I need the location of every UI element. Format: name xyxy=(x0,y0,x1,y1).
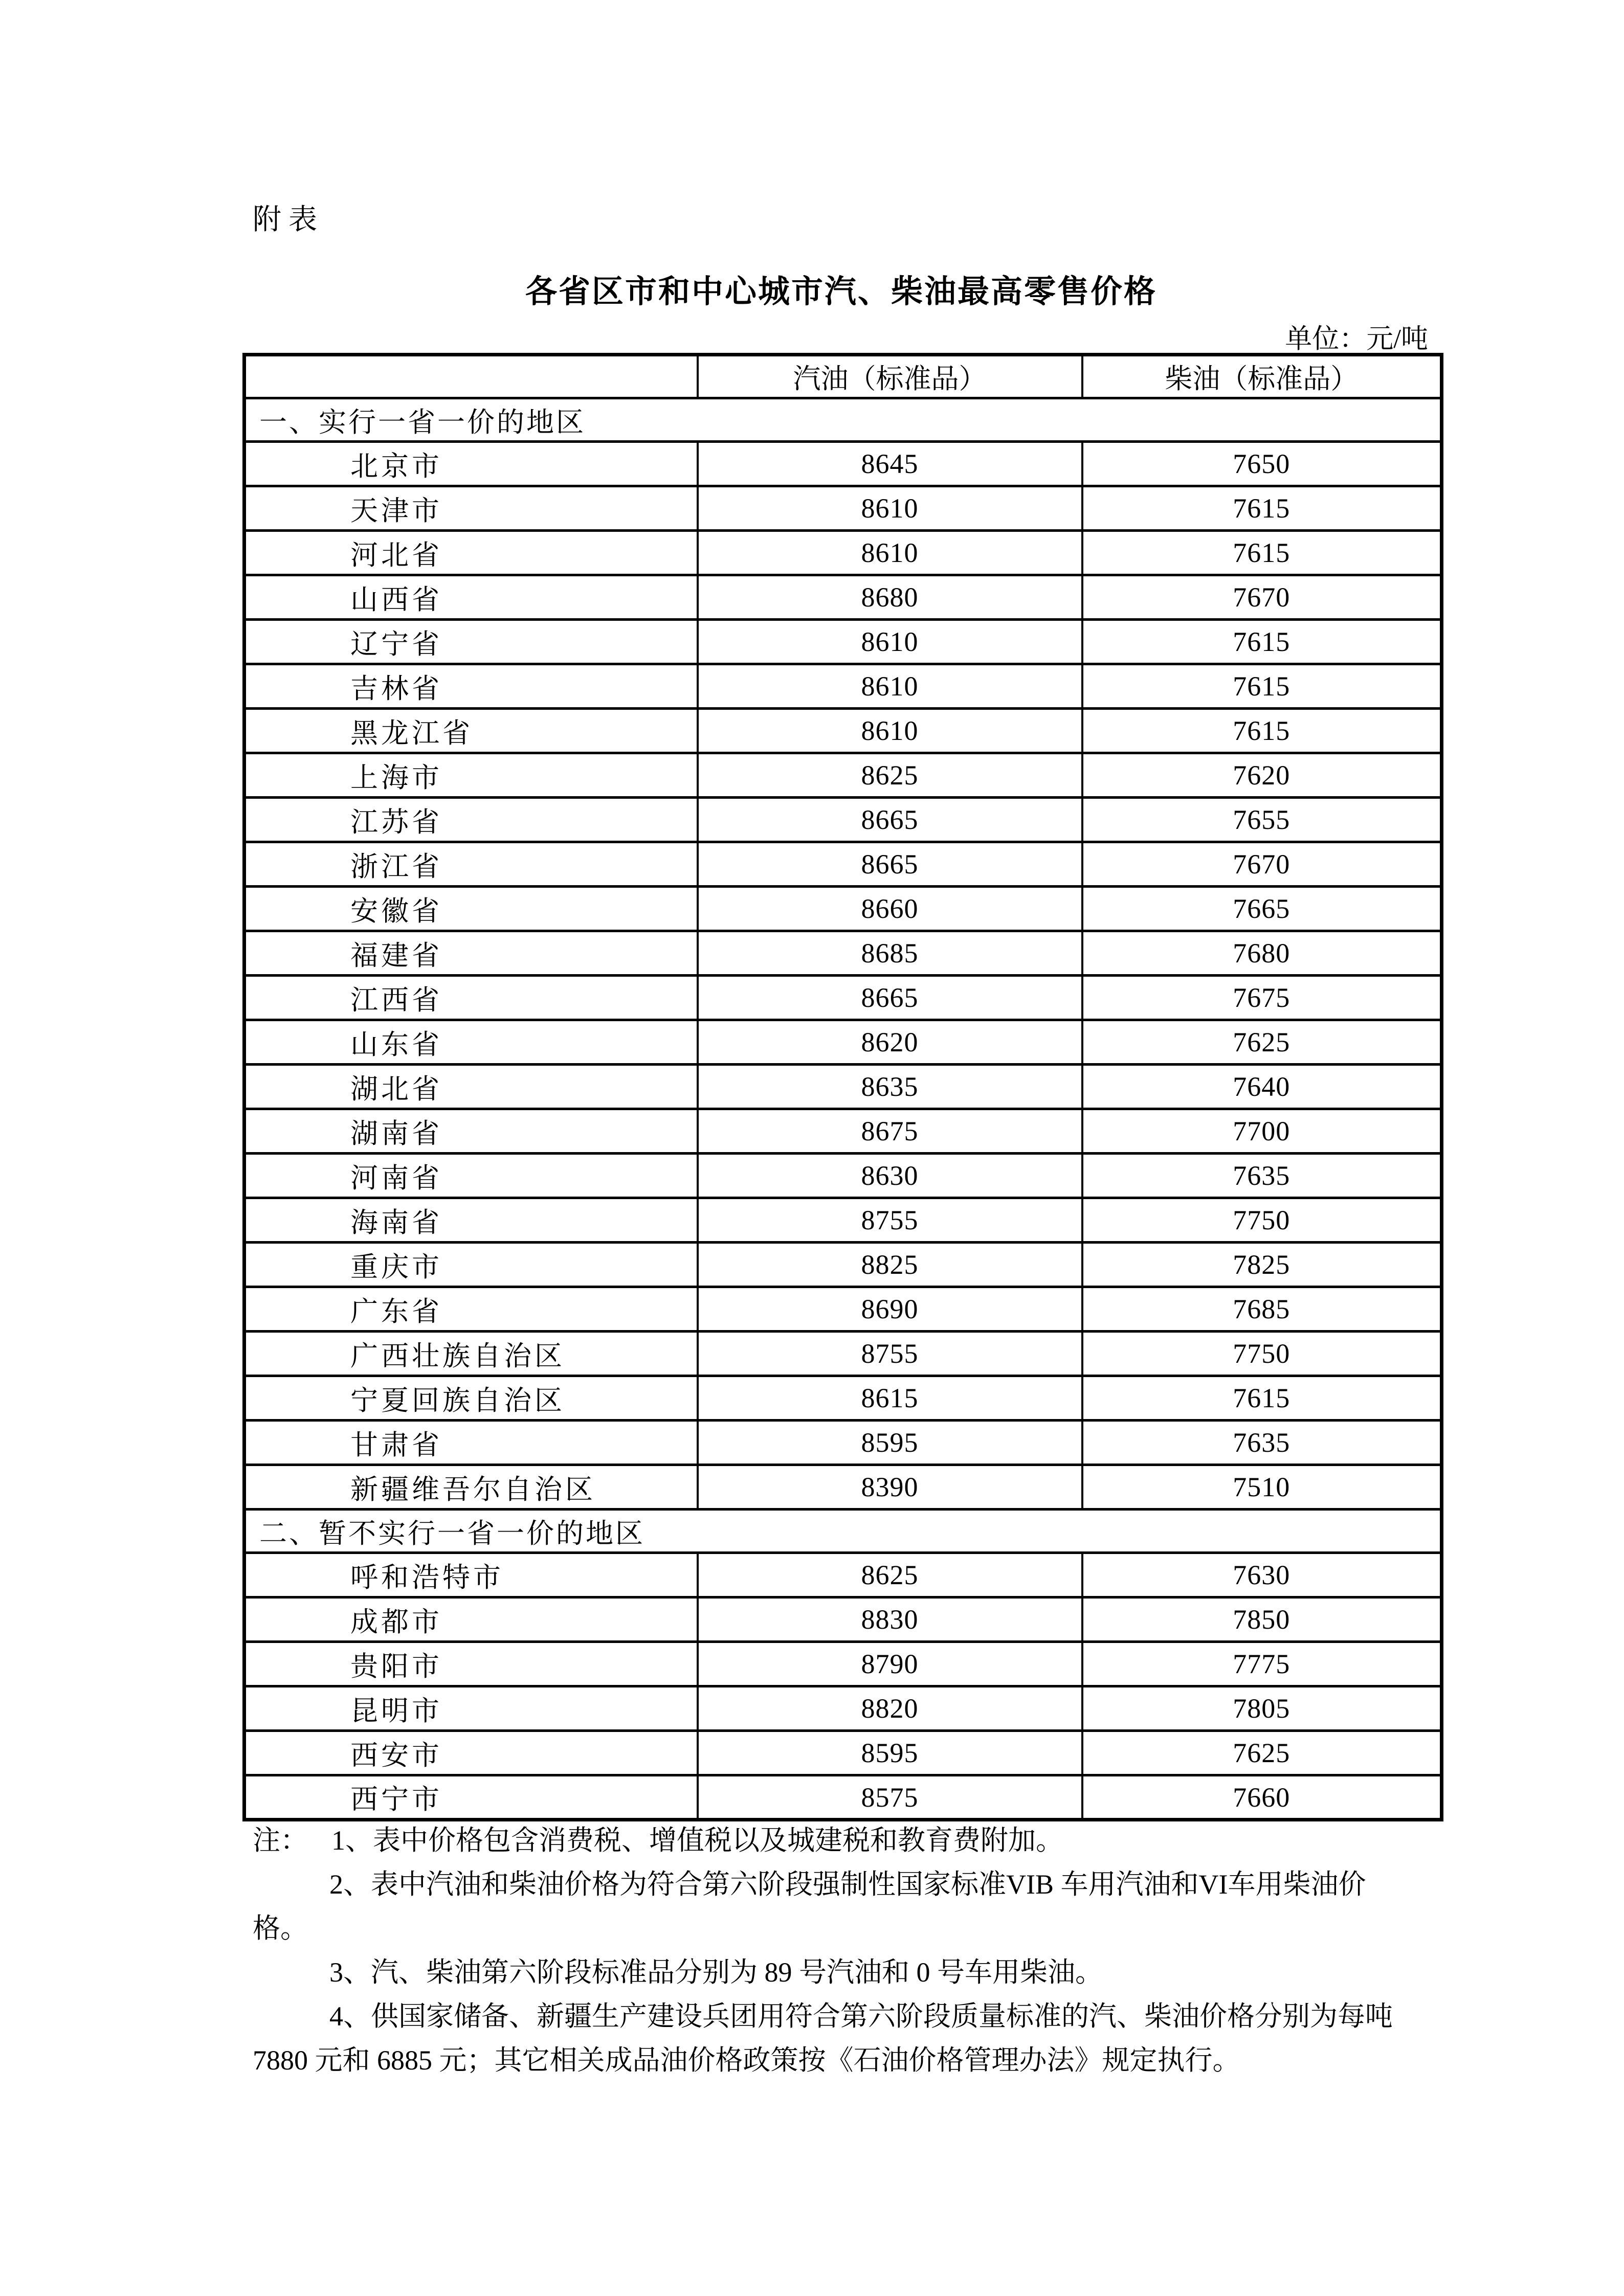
gasoline-price-cell: 8610 xyxy=(698,664,1082,709)
table-header-row xyxy=(244,355,1442,398)
note-item xyxy=(253,1862,1398,1950)
diesel-price-cell: 7620 xyxy=(1082,753,1442,798)
region-cell: 北京市 xyxy=(244,442,698,486)
region-cell: 西安市 xyxy=(244,1731,698,1775)
region-cell: 辽宁省 xyxy=(244,620,698,664)
price-row xyxy=(244,753,1442,798)
diesel-price-cell: 7615 xyxy=(1082,709,1442,753)
notes-label: 注： xyxy=(253,1825,308,1856)
diesel-price-cell: 7665 xyxy=(1082,887,1442,931)
note-text: 4、供国家储备、新疆生产建设兵团用符合第六阶段质量标准的汽、柴油价格分别为每吨 7880 元和 6885 元；其它相关成品油价格政策按《石油价格管理办法》规定执行。 xyxy=(253,2001,1393,2076)
note-item xyxy=(253,1818,1398,1862)
unit-label: 单位：元/吨 xyxy=(1285,324,1428,354)
price-row xyxy=(244,620,1442,664)
region-cell: 湖南省 xyxy=(244,1109,698,1154)
diesel-price-cell: 7750 xyxy=(1082,1198,1442,1243)
price-row xyxy=(244,1332,1442,1376)
gasoline-price-cell: 8595 xyxy=(698,1731,1082,1775)
gasoline-price-cell: 8390 xyxy=(698,1465,1082,1510)
region-cell: 上海市 xyxy=(244,753,698,798)
gasoline-price-cell: 8625 xyxy=(698,1553,1082,1597)
region-cell: 重庆市 xyxy=(244,1243,698,1287)
price-row xyxy=(244,1198,1442,1243)
diesel-price-cell: 7635 xyxy=(1082,1421,1442,1465)
gasoline-price-cell: 8680 xyxy=(698,575,1082,620)
region-cell: 昆明市 xyxy=(244,1686,698,1731)
region-cell: 湖北省 xyxy=(244,1065,698,1109)
price-row xyxy=(244,531,1442,575)
gasoline-price-cell: 8675 xyxy=(698,1109,1082,1154)
gasoline-price-cell: 8575 xyxy=(698,1775,1082,1820)
diesel-price-cell: 7635 xyxy=(1082,1154,1442,1198)
region-cell: 天津市 xyxy=(244,486,698,531)
price-row xyxy=(244,1686,1442,1731)
region-cell: 江苏省 xyxy=(244,798,698,842)
price-row xyxy=(244,1553,1442,1597)
gasoline-price-cell: 8635 xyxy=(698,1065,1082,1109)
diesel-price-cell: 7655 xyxy=(1082,798,1442,842)
gasoline-price-cell: 8625 xyxy=(698,753,1082,798)
gasoline-price-cell: 8685 xyxy=(698,931,1082,976)
region-cell: 呼和浩特市 xyxy=(244,1553,698,1597)
price-row xyxy=(244,1109,1442,1154)
region-cell: 贵阳市 xyxy=(244,1642,698,1686)
diesel-price-cell: 7640 xyxy=(1082,1065,1442,1109)
price-row xyxy=(244,887,1442,931)
price-row xyxy=(244,1775,1442,1820)
gasoline-price-cell: 8665 xyxy=(698,976,1082,1020)
section-header-row xyxy=(244,398,1442,442)
diesel-price-cell: 7615 xyxy=(1082,486,1442,531)
diesel-price-cell: 7670 xyxy=(1082,842,1442,887)
gasoline-price-cell: 8690 xyxy=(698,1287,1082,1332)
region-cell: 西宁市 xyxy=(244,1775,698,1820)
notes-section xyxy=(253,1818,1398,2082)
price-row xyxy=(244,798,1442,842)
note-text: 1、表中价格包含消费税、增值税以及城建税和教育费附加。 xyxy=(331,1825,1063,1856)
gasoline-price-cell: 8830 xyxy=(698,1597,1082,1642)
region-cell: 宁夏回族自治区 xyxy=(244,1376,698,1421)
diesel-price-cell: 7775 xyxy=(1082,1642,1442,1686)
price-row xyxy=(244,1065,1442,1109)
gasoline-price-cell: 8820 xyxy=(698,1686,1082,1731)
region-cell: 安徽省 xyxy=(244,887,698,931)
diesel-price-cell: 7625 xyxy=(1082,1731,1442,1775)
diesel-price-cell: 7805 xyxy=(1082,1686,1442,1731)
region-cell: 河南省 xyxy=(244,1154,698,1198)
region-cell: 江西省 xyxy=(244,976,698,1020)
gasoline-price-cell: 8630 xyxy=(698,1154,1082,1198)
price-table xyxy=(242,353,1443,1821)
region-cell: 广东省 xyxy=(244,1287,698,1332)
gasoline-price-cell: 8660 xyxy=(698,887,1082,931)
region-cell: 山东省 xyxy=(244,1020,698,1065)
diesel-price-cell: 7680 xyxy=(1082,931,1442,976)
diesel-price-cell: 7615 xyxy=(1082,620,1442,664)
price-row xyxy=(244,1376,1442,1421)
gasoline-price-cell: 8610 xyxy=(698,709,1082,753)
gasoline-price-cell: 8755 xyxy=(698,1198,1082,1243)
note-text: 2、表中汽油和柴油价格为符合第六阶段强制性国家标准VIB 车用汽油和VI车用柴油价格。 xyxy=(253,1869,1366,1944)
price-row xyxy=(244,1154,1442,1198)
region-cell: 新疆维吾尔自治区 xyxy=(244,1465,698,1510)
gasoline-header-cell: 汽油（标准品） xyxy=(698,355,1082,398)
region-cell: 黑龙江省 xyxy=(244,709,698,753)
price-row xyxy=(244,1421,1442,1465)
annex-label: 附表 xyxy=(253,204,324,236)
diesel-price-cell: 7825 xyxy=(1082,1243,1442,1287)
diesel-price-cell: 7625 xyxy=(1082,1020,1442,1065)
price-row xyxy=(244,664,1442,709)
region-cell: 广西壮族自治区 xyxy=(244,1332,698,1376)
price-row xyxy=(244,1287,1442,1332)
gasoline-price-cell: 8610 xyxy=(698,620,1082,664)
diesel-price-cell: 7850 xyxy=(1082,1597,1442,1642)
diesel-price-cell: 7700 xyxy=(1082,1109,1442,1154)
diesel-price-cell: 7675 xyxy=(1082,976,1442,1020)
price-row xyxy=(244,842,1442,887)
note-item xyxy=(253,1950,1398,1994)
region-cell: 浙江省 xyxy=(244,842,698,887)
region-cell: 福建省 xyxy=(244,931,698,976)
gasoline-price-cell: 8620 xyxy=(698,1020,1082,1065)
price-row xyxy=(244,1020,1442,1065)
diesel-price-cell: 7670 xyxy=(1082,575,1442,620)
diesel-price-cell: 7615 xyxy=(1082,664,1442,709)
region-cell: 河北省 xyxy=(244,531,698,575)
price-row xyxy=(244,442,1442,486)
price-row xyxy=(244,709,1442,753)
section-title: 一、实行一省一价的地区 xyxy=(244,398,1442,442)
price-row xyxy=(244,575,1442,620)
gasoline-price-cell: 8825 xyxy=(698,1243,1082,1287)
note-item xyxy=(253,1994,1398,2082)
region-cell: 成都市 xyxy=(244,1597,698,1642)
gasoline-price-cell: 8595 xyxy=(698,1421,1082,1465)
gasoline-price-cell: 8665 xyxy=(698,798,1082,842)
diesel-price-cell: 7750 xyxy=(1082,1332,1442,1376)
gasoline-price-cell: 8610 xyxy=(698,531,1082,575)
price-row xyxy=(244,976,1442,1020)
gasoline-price-cell: 8645 xyxy=(698,442,1082,486)
gasoline-price-cell: 8615 xyxy=(698,1376,1082,1421)
note-text: 3、汽、柴油第六阶段标准品分别为 89 号汽油和 0 号车用柴油。 xyxy=(329,1957,1103,1988)
gasoline-price-cell: 8790 xyxy=(698,1642,1082,1686)
price-row xyxy=(244,931,1442,976)
section-title: 二、暂不实行一省一价的地区 xyxy=(244,1510,1442,1553)
section-header-row xyxy=(244,1510,1442,1553)
price-row xyxy=(244,1642,1442,1686)
diesel-price-cell: 7615 xyxy=(1082,1376,1442,1421)
page-title: 各省区市和中心城市汽、柴油最高零售价格 xyxy=(525,274,1157,309)
price-row xyxy=(244,1243,1442,1287)
diesel-price-cell: 7685 xyxy=(1082,1287,1442,1332)
price-table-body xyxy=(244,398,1442,1820)
region-cell: 海南省 xyxy=(244,1198,698,1243)
price-row xyxy=(244,1731,1442,1775)
diesel-price-cell: 7650 xyxy=(1082,442,1442,486)
price-row xyxy=(244,1465,1442,1510)
region-cell: 甘肃省 xyxy=(244,1421,698,1465)
price-row xyxy=(244,486,1442,531)
region-cell: 吉林省 xyxy=(244,664,698,709)
diesel-price-cell: 7630 xyxy=(1082,1553,1442,1597)
diesel-price-cell: 7615 xyxy=(1082,531,1442,575)
gasoline-price-cell: 8665 xyxy=(698,842,1082,887)
diesel-header-cell: 柴油（标准品） xyxy=(1082,355,1442,398)
diesel-price-cell: 7510 xyxy=(1082,1465,1442,1510)
diesel-price-cell: 7660 xyxy=(1082,1775,1442,1820)
region-cell: 山西省 xyxy=(244,575,698,620)
price-row xyxy=(244,1597,1442,1642)
gasoline-price-cell: 8755 xyxy=(698,1332,1082,1376)
gasoline-price-cell: 8610 xyxy=(698,486,1082,531)
region-header-cell xyxy=(244,355,698,398)
